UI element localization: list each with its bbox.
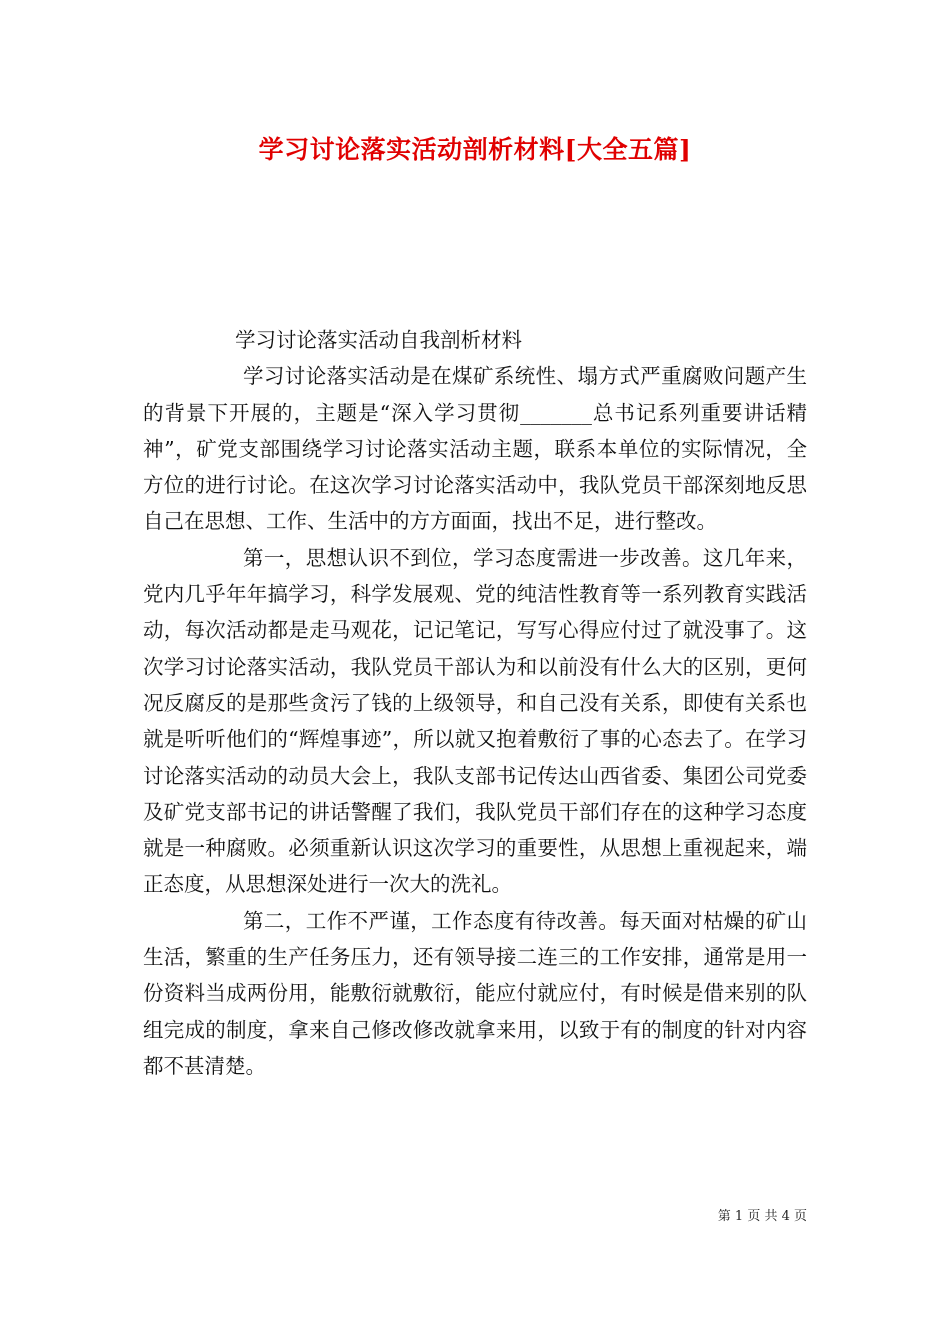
paragraph-first-point: 第一，思想认识不到位，学习态度需进一步改善。这几年来，党内几乎年年搞学习，科学发展观、党的纯洁性教育等一系列教育实践活动，每次活动都是走马观花，记记笔记，写写心得应付过了就没事了。这次学习讨论落实活动，我队党员干部认为和以前没有什么大的区别，更何况反腐反的是那些贪污了钱的上级领导，和自己没有关系，即使有关系也就是听听他们的“辉煌事迹”，所以就又抱着敷衍了事的心态去了。在学习讨论落实活动的动员大会上，我队支部书记传达山西省委、集团公司党委及矿党支部书记的讲话警醒了我们，我队党员干部们存在的这种学习态度就是一种腐败。必须重新认识这次学习的重要性，从思想上重视起来，端正态度，从思想深处进行一次大的洗礼。 <box>143 545 807 897</box>
section-subheading: 学习讨论落实活动自我剖析材料 <box>235 328 522 352</box>
document-body <box>143 322 807 1084</box>
paragraph-intro: 学习讨论落实活动是在煤矿系统性、塌方式严重腐败问题产生的背景下开展的，主题是“深入学习贯彻_______总书记系列重要讲话精神”，矿党支部围绕学习讨论落实活动主题，联系本单位的实际情况，全方位的进行讨论。在这次学习讨论落实活动中，我队党员干部深刻地反思自己在思想、工作、生活中的方方面面，找出不足，进行整改。 <box>143 364 807 534</box>
paragraph-second-point: 第二，工作不严谨，工作态度有待改善。每天面对枯燥的矿山生活，繁重的生产任务压力，还有领导接二连三的工作安排，通常是用一份资料当成两份用，能敷衍就敷衍，能应付就应付，有时候是借来别的队组完成的制度，拿来自己修改修改就拿来用，以致于有的制度的针对内容都不甚清楚。 <box>143 908 807 1078</box>
page-number-footer: 第 1 页 共 4 页 <box>717 1209 807 1224</box>
document-title: 学习讨论落实活动剖析材料[大全五篇] <box>258 135 692 164</box>
